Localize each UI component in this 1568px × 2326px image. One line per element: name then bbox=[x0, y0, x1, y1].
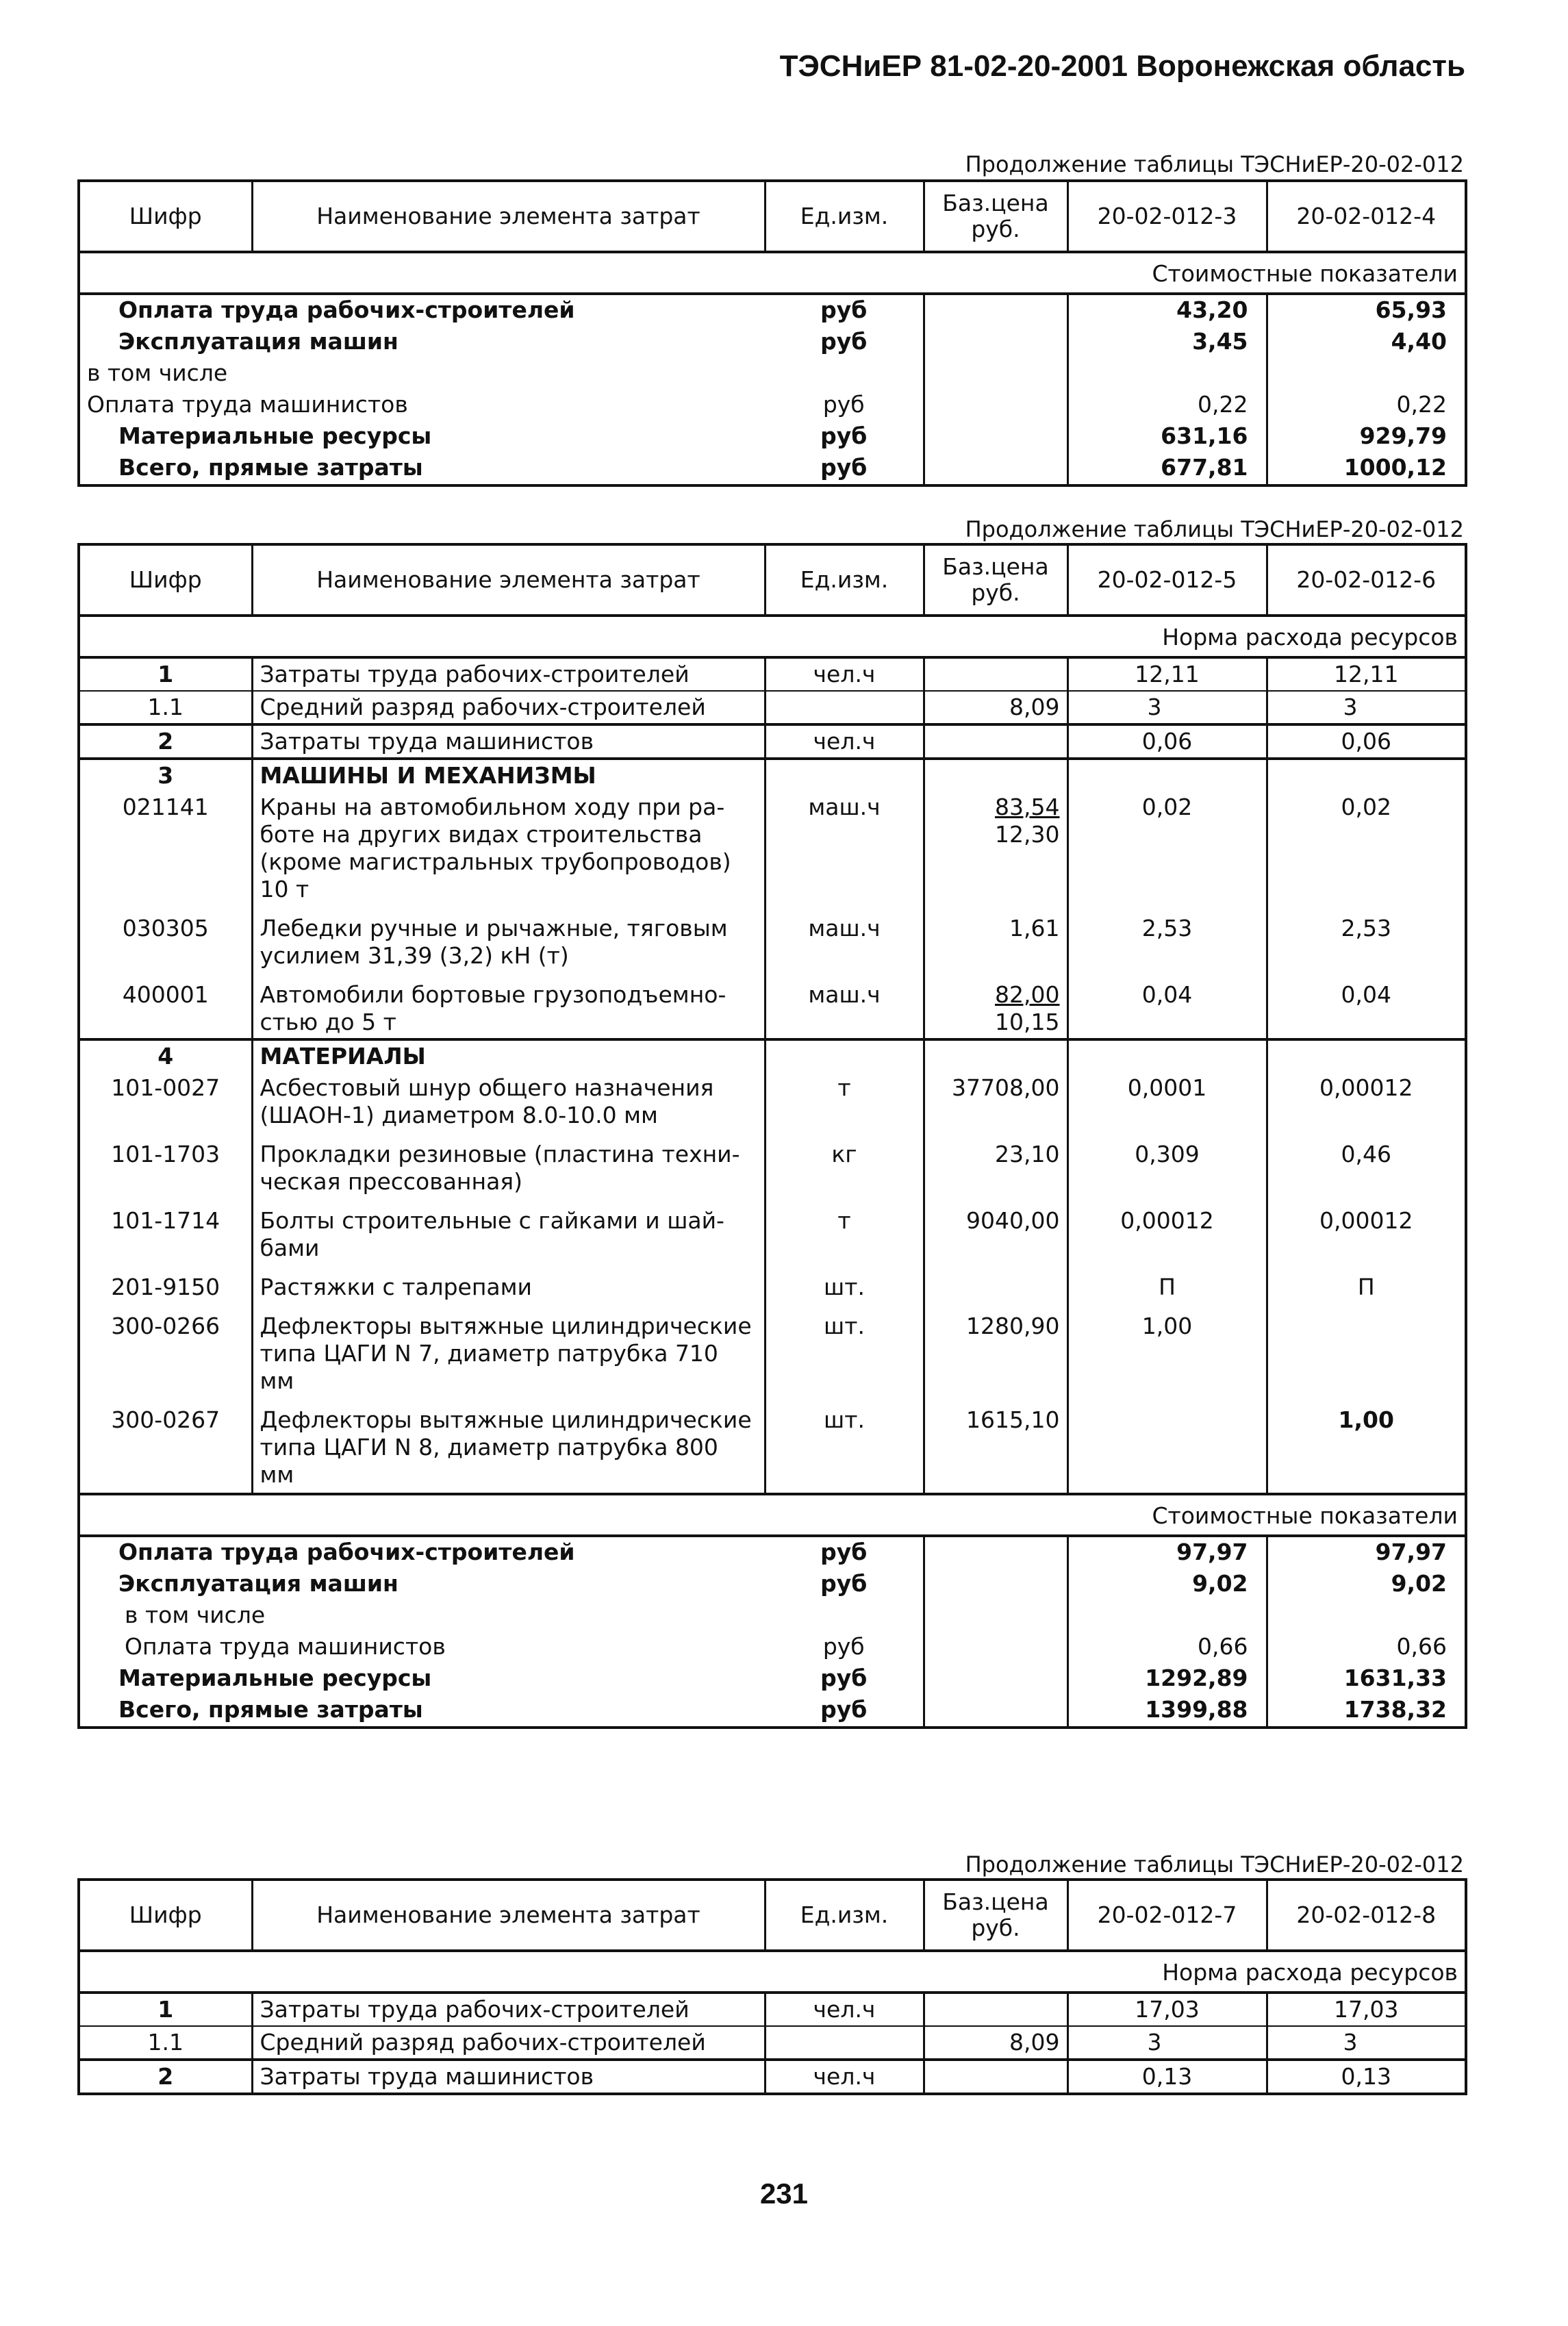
cost-price bbox=[924, 1695, 1067, 1728]
resource-price bbox=[924, 759, 1067, 792]
cost-price bbox=[924, 1569, 1067, 1600]
resource-price bbox=[924, 1039, 1067, 1072]
resource-value-b: 2,53 bbox=[1267, 905, 1466, 972]
price-denominator: 12,30 bbox=[995, 821, 1060, 848]
table-row bbox=[79, 1072, 1466, 1131]
table-row bbox=[79, 759, 1466, 792]
col-header-code-b: 20-02-012-8 bbox=[1267, 1880, 1466, 1951]
cost-value-b: 0,22 bbox=[1267, 390, 1466, 421]
resource-unit: чел.ч bbox=[765, 657, 924, 691]
resource-name: Лебедки ручные и рычажные, тяговым усилием 31,39 (3,2) кН (т) bbox=[252, 905, 765, 972]
resource-value-b: 0,00012 bbox=[1267, 1198, 1466, 1264]
cost-row bbox=[79, 1569, 1466, 1600]
resource-price: 8,09 bbox=[924, 2026, 1067, 2060]
cost-unit: руб bbox=[820, 1570, 868, 1597]
cost-row bbox=[79, 358, 1466, 390]
col-header-name: Наименование элемента затрат bbox=[252, 1880, 765, 1951]
cost-price bbox=[924, 390, 1067, 421]
cost-value-a: 631,16 bbox=[1067, 421, 1267, 453]
resource-value-a: 3 bbox=[1067, 2026, 1267, 2060]
resource-name: Средний разряд рабочих-строителей bbox=[252, 2026, 765, 2060]
resource-unit: маш.ч bbox=[765, 972, 924, 1039]
table-row bbox=[79, 2060, 1466, 2094]
resource-code: 1 bbox=[79, 1993, 252, 2026]
cost-name: Оплата труда машинистов bbox=[79, 390, 765, 421]
resource-price bbox=[924, 1993, 1067, 2026]
table-row bbox=[79, 1131, 1466, 1198]
resource-code: 1.1 bbox=[79, 691, 252, 724]
section-label: Стоимостные показатели bbox=[79, 1494, 1466, 1536]
table-caption: Продолжение таблицы ТЭСНиЕР-20-02-012 bbox=[965, 151, 1464, 177]
cost-name: Материальные ресурсы bbox=[79, 421, 765, 453]
resource-code: 1.1 bbox=[79, 2026, 252, 2060]
cost-value-b bbox=[1267, 1600, 1466, 1632]
cost-value-a: 3,45 bbox=[1067, 327, 1267, 358]
cost-unit: руб bbox=[822, 1633, 865, 1660]
cost-value-a: 677,81 bbox=[1067, 453, 1267, 485]
cost-value-a: 0,66 bbox=[1067, 1632, 1267, 1663]
resource-value-b: 0,13 bbox=[1267, 2060, 1466, 2094]
resource-code: 1 bbox=[79, 657, 252, 691]
resource-unit: т bbox=[765, 1198, 924, 1264]
resource-code: 101-1703 bbox=[79, 1131, 252, 1198]
resource-value-a: 0,02 bbox=[1067, 792, 1267, 905]
cost-name: Эксплуатация машин bbox=[79, 327, 765, 358]
cost-unit: руб bbox=[765, 294, 924, 327]
cost-name: Эксплуатация машин bbox=[79, 1569, 765, 1600]
resource-value-b: 3 bbox=[1267, 691, 1466, 724]
cost-name: Материальные ресурсы bbox=[79, 1663, 765, 1695]
cost-unit: руб bbox=[765, 1536, 924, 1569]
resource-value-b: 17,03 bbox=[1267, 1993, 1466, 2026]
col-header-code-a: 20-02-012-7 bbox=[1067, 1880, 1267, 1951]
resource-name: Затраты труда машинистов bbox=[252, 724, 765, 759]
resource-name: Болты строительные с гайками и шай-бами bbox=[252, 1198, 765, 1264]
cost-unit: руб bbox=[820, 422, 868, 449]
col-header-price: Баз.цена руб. bbox=[924, 1880, 1067, 1951]
cost-unit: руб bbox=[765, 453, 924, 485]
resource-code: 400001 bbox=[79, 972, 252, 1039]
price-numerator: 83,54 bbox=[995, 794, 1060, 820]
resource-name: Прокладки резиновые (пластина техни-ческая прессованная) bbox=[252, 1131, 765, 1198]
table-row bbox=[79, 1039, 1466, 1072]
resource-table bbox=[77, 543, 1467, 1729]
resource-price bbox=[924, 724, 1067, 759]
resource-name: Затраты труда рабочих-строителей bbox=[252, 1993, 765, 2026]
resource-unit: т bbox=[765, 1072, 924, 1131]
table-row bbox=[79, 1993, 1466, 2026]
resource-price bbox=[924, 2060, 1067, 2094]
resource-value-a: П bbox=[1067, 1264, 1267, 1303]
resource-unit bbox=[765, 2026, 924, 2060]
resource-value-a: 1,00 bbox=[1067, 1303, 1267, 1397]
resource-code: 300-0266 bbox=[79, 1303, 252, 1397]
resource-value-b: 3 bbox=[1267, 2026, 1466, 2060]
cost-unit: руб bbox=[822, 391, 865, 418]
col-header-code-b: 20-02-012-6 bbox=[1267, 544, 1466, 616]
section-heading: МАШИНЫ И МЕХАНИЗМЫ bbox=[252, 759, 765, 792]
resource-value-a bbox=[1067, 1039, 1267, 1072]
resource-name: Асбестовый шнур общего назначения (ШАОН-1) диаметром 8.0-10.0 мм bbox=[252, 1072, 765, 1131]
table-caption: Продолжение таблицы ТЭСНиЕР-20-02-012 bbox=[965, 516, 1464, 542]
col-header-shifr: Шифр bbox=[79, 181, 252, 252]
cost-row bbox=[79, 1600, 1466, 1632]
resource-value-a: 17,03 bbox=[1067, 1993, 1267, 2026]
col-header-code-b: 20-02-012-4 bbox=[1267, 181, 1466, 252]
table-row bbox=[79, 724, 1466, 759]
cost-price bbox=[924, 294, 1067, 327]
resource-code: 021141 bbox=[79, 792, 252, 905]
resource-name: Затраты труда машинистов bbox=[252, 2060, 765, 2094]
resource-price bbox=[924, 657, 1067, 691]
resource-value-a: 0,309 bbox=[1067, 1131, 1267, 1198]
col-header-unit: Ед.изм. bbox=[765, 544, 924, 616]
cost-value-b: 9,02 bbox=[1267, 1569, 1466, 1600]
resource-value-b: 12,11 bbox=[1267, 657, 1466, 691]
resource-value-a: 2,53 bbox=[1067, 905, 1267, 972]
resource-value-a: 0,04 bbox=[1067, 972, 1267, 1039]
resource-code: 2 bbox=[79, 724, 252, 759]
resource-value-b bbox=[1267, 1039, 1466, 1072]
cost-row bbox=[79, 1663, 1466, 1695]
price-numerator: 82,00 bbox=[995, 981, 1060, 1008]
cost-value-b bbox=[1267, 358, 1466, 390]
col-header-name: Наименование элемента затрат bbox=[252, 544, 765, 616]
table-row bbox=[79, 2026, 1466, 2060]
table-row bbox=[79, 905, 1466, 972]
resource-value-a: 12,11 bbox=[1067, 657, 1267, 691]
resource-unit: кг bbox=[765, 1131, 924, 1198]
resource-unit bbox=[765, 691, 924, 724]
col-header-code-a: 20-02-012-5 bbox=[1067, 544, 1267, 616]
page-number: 231 bbox=[759, 2177, 809, 2210]
cost-unit bbox=[765, 358, 924, 390]
resource-unit: чел.ч bbox=[765, 2060, 924, 2094]
cost-value-a: 1292,89 bbox=[1067, 1663, 1267, 1695]
resource-unit: маш.ч bbox=[765, 792, 924, 905]
section-label: Норма расхода ресурсов bbox=[79, 616, 1466, 657]
cost-value-b: 1738,32 bbox=[1267, 1695, 1466, 1728]
resource-name: Дефлекторы вытяжные цилиндрические типа ЦАГИ N 8, диаметр патрубка 800 мм bbox=[252, 1397, 765, 1494]
table-row bbox=[79, 1303, 1466, 1397]
resource-value-b: 0,06 bbox=[1267, 724, 1466, 759]
section-label: Стоимостные показатели bbox=[79, 252, 1466, 294]
resource-name: Автомобили бортовые грузоподъемно-стью до 5 т bbox=[252, 972, 765, 1039]
resource-name: Краны на автомобильном ходу при ра-боте на других видах строительства (кроме магистральных трубопроводов) 10 т bbox=[252, 792, 765, 905]
section-label: Норма расхода ресурсов bbox=[79, 1951, 1466, 1993]
cost-price bbox=[924, 358, 1067, 390]
cost-unit: руб bbox=[820, 1665, 868, 1691]
cost-row bbox=[79, 390, 1466, 421]
cost-row bbox=[79, 1536, 1466, 1569]
cost-table bbox=[77, 179, 1467, 487]
resource-price: 23,10 bbox=[924, 1131, 1067, 1198]
cost-row bbox=[79, 294, 1466, 327]
cost-row bbox=[79, 453, 1466, 485]
col-header-code-a: 20-02-012-3 bbox=[1067, 181, 1267, 252]
resource-price: 1280,90 bbox=[924, 1303, 1067, 1397]
resource-unit bbox=[765, 759, 924, 792]
cost-name: Оплата труда рабочих-строителей bbox=[79, 294, 765, 327]
resource-value-a: 0,06 bbox=[1067, 724, 1267, 759]
resource-price bbox=[924, 1264, 1067, 1303]
resource-name: Средний разряд рабочих-строителей bbox=[252, 691, 765, 724]
cost-price bbox=[924, 1663, 1067, 1695]
cost-unit: руб bbox=[765, 1695, 924, 1728]
resource-price: 1,61 bbox=[924, 905, 1067, 972]
cost-name: Оплата труда рабочих-строителей bbox=[79, 1536, 765, 1569]
cost-row bbox=[79, 421, 1466, 453]
resource-value-b bbox=[1267, 1303, 1466, 1397]
resource-code: 300-0267 bbox=[79, 1397, 252, 1494]
cost-unit: руб bbox=[820, 328, 868, 355]
cost-value-b: 1631,33 bbox=[1267, 1663, 1466, 1695]
cost-row bbox=[79, 327, 1466, 358]
resource-table-block-2 bbox=[77, 543, 1465, 1729]
resource-price: 37708,00 bbox=[924, 1072, 1067, 1131]
resource-price bbox=[924, 972, 1067, 1039]
resource-value-a bbox=[1067, 1397, 1267, 1494]
resource-value-b: 0,00012 bbox=[1267, 1072, 1466, 1131]
resource-value-a: 0,0001 bbox=[1067, 1072, 1267, 1131]
col-header-unit: Ед.изм. bbox=[765, 181, 924, 252]
table-row bbox=[79, 1264, 1466, 1303]
cost-value-b: 65,93 bbox=[1267, 294, 1466, 327]
cost-name: Всего, прямые затраты bbox=[79, 453, 765, 485]
cost-name: в том числе bbox=[79, 1600, 765, 1632]
table-row bbox=[79, 657, 1466, 691]
table-row bbox=[79, 1397, 1466, 1494]
resource-code: 3 bbox=[79, 759, 252, 792]
resource-value-b: П bbox=[1267, 1264, 1466, 1303]
resource-value-b bbox=[1267, 759, 1466, 792]
cost-value-a: 0,22 bbox=[1067, 390, 1267, 421]
cost-unit bbox=[765, 1600, 924, 1632]
cost-value-b: 929,79 bbox=[1267, 421, 1466, 453]
resource-value-a: 0,13 bbox=[1067, 2060, 1267, 2094]
table-row bbox=[79, 1198, 1466, 1264]
resource-value-a: 0,00012 bbox=[1067, 1198, 1267, 1264]
col-header-price: Баз.цена руб. bbox=[924, 544, 1067, 616]
resource-code: 201-9150 bbox=[79, 1264, 252, 1303]
resource-code: 101-0027 bbox=[79, 1072, 252, 1131]
resource-value-a: 3 bbox=[1067, 691, 1267, 724]
cost-value-b: 1000,12 bbox=[1267, 453, 1466, 485]
resource-unit: чел.ч bbox=[765, 724, 924, 759]
resource-name: Затраты труда рабочих-строителей bbox=[252, 657, 765, 691]
resource-code: 4 bbox=[79, 1039, 252, 1072]
col-header-name: Наименование элемента затрат bbox=[252, 181, 765, 252]
price-denominator: 10,15 bbox=[995, 1009, 1060, 1035]
cost-value-a: 97,97 bbox=[1067, 1536, 1267, 1569]
resource-table bbox=[77, 1878, 1467, 2095]
resource-unit: шт. bbox=[765, 1303, 924, 1397]
col-header-price: Баз.цена руб. bbox=[924, 181, 1067, 252]
cost-value-b: 0,66 bbox=[1267, 1632, 1466, 1663]
resource-value-b: 0,46 bbox=[1267, 1131, 1466, 1198]
resource-price bbox=[924, 792, 1067, 905]
resource-table-block-3 bbox=[77, 1878, 1465, 2095]
col-header-unit: Ед.изм. bbox=[765, 1880, 924, 1951]
cost-value-b: 4,40 bbox=[1267, 327, 1466, 358]
cost-name: Оплата труда машинистов bbox=[79, 1632, 765, 1663]
cost-value-a: 9,02 bbox=[1067, 1569, 1267, 1600]
cost-value-b: 97,97 bbox=[1267, 1536, 1466, 1569]
resource-code: 030305 bbox=[79, 905, 252, 972]
resource-unit: чел.ч bbox=[765, 1993, 924, 2026]
resource-name: Растяжки с талрепами bbox=[252, 1264, 765, 1303]
resource-value-a bbox=[1067, 759, 1267, 792]
table-row bbox=[79, 792, 1466, 905]
resource-unit: маш.ч bbox=[765, 905, 924, 972]
cost-name: Всего, прямые затраты bbox=[79, 1695, 765, 1728]
resource-value-b: 0,02 bbox=[1267, 792, 1466, 905]
resource-unit: шт. bbox=[765, 1264, 924, 1303]
resource-value-b: 1,00 bbox=[1267, 1397, 1466, 1494]
resource-name: Дефлекторы вытяжные цилиндрические типа ЦАГИ N 7, диаметр патрубка 710 мм bbox=[252, 1303, 765, 1397]
cost-value-a: 43,20 bbox=[1067, 294, 1267, 327]
col-header-shifr: Шифр bbox=[79, 544, 252, 616]
section-heading: МАТЕРИАЛЫ bbox=[252, 1039, 765, 1072]
resource-unit bbox=[765, 1039, 924, 1072]
table-row bbox=[79, 691, 1466, 724]
cost-price bbox=[924, 1632, 1067, 1663]
cost-price bbox=[924, 421, 1067, 453]
cost-table-block-1 bbox=[77, 179, 1465, 487]
page-header: ТЭСНиЕР 81-02-20-2001 Воронежская область bbox=[779, 49, 1465, 83]
cost-price bbox=[924, 327, 1067, 358]
cost-price bbox=[924, 1536, 1067, 1569]
cost-price bbox=[924, 1600, 1067, 1632]
resource-price: 1615,10 bbox=[924, 1397, 1067, 1494]
table-caption: Продолжение таблицы ТЭСНиЕР-20-02-012 bbox=[965, 1851, 1464, 1878]
cost-value-a bbox=[1067, 358, 1267, 390]
resource-code: 2 bbox=[79, 2060, 252, 2094]
cost-value-a bbox=[1067, 1600, 1267, 1632]
table-row bbox=[79, 972, 1466, 1039]
resource-unit: шт. bbox=[765, 1397, 924, 1494]
cost-price bbox=[924, 453, 1067, 485]
cost-row bbox=[79, 1632, 1466, 1663]
cost-value-a: 1399,88 bbox=[1067, 1695, 1267, 1728]
cost-name: в том числе bbox=[79, 358, 765, 390]
resource-value-b: 0,04 bbox=[1267, 972, 1466, 1039]
col-header-shifr: Шифр bbox=[79, 1880, 252, 1951]
resource-price: 9040,00 bbox=[924, 1198, 1067, 1264]
cost-row bbox=[79, 1695, 1466, 1728]
resource-code: 101-1714 bbox=[79, 1198, 252, 1264]
resource-price: 8,09 bbox=[924, 691, 1067, 724]
